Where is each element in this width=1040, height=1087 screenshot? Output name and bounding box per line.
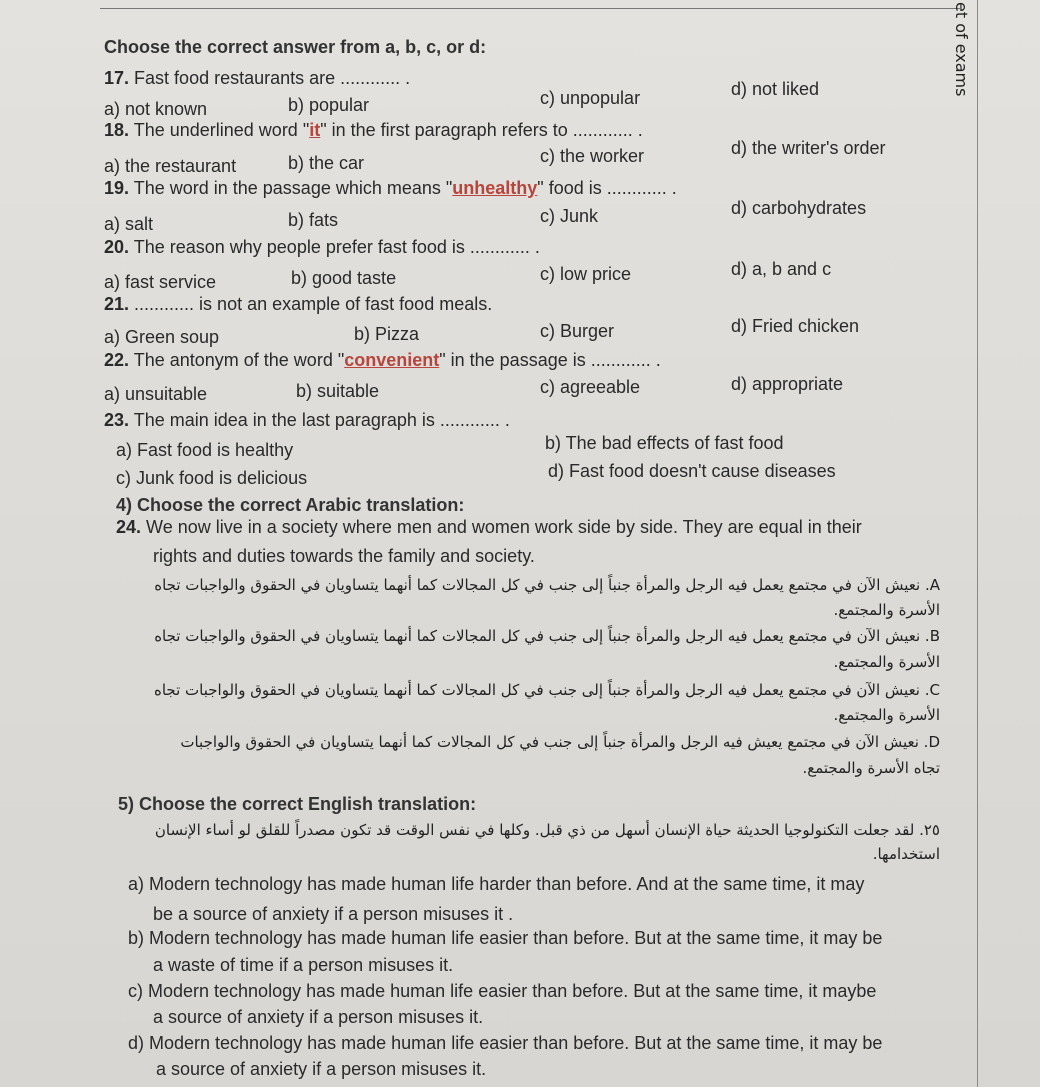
q21-option-a[interactable]: a) Green soup xyxy=(104,327,220,347)
question-19: 19. The word in the passage which means "unhealthy" food is ............ . xyxy=(104,178,677,198)
question-24: 24. We now live in a society where men and women work side by side. They are equal in their xyxy=(116,517,862,537)
q24-option-b[interactable]: B. نعيش الآن في مجتمع يعمل فيه الرجل والمرأة جنباً إلى جنب في كل المجالات كما أنهما يتساويان في الحقوق والواجبات تجاه xyxy=(154,627,940,645)
q19-option-b[interactable]: b) fats xyxy=(288,210,339,230)
q24-option-d-cont: تجاه الأسرة والمجتمع. xyxy=(802,759,940,777)
q23-option-c[interactable]: c) Junk food is delicious xyxy=(116,468,308,488)
side-label: et of exams xyxy=(952,2,971,97)
question-24-line2: rights and duties towards the family and society. xyxy=(153,546,535,566)
question-25-line2: استخدامها. xyxy=(872,845,940,863)
q25-option-a-cont: be a source of anxiety if a person misuses it . xyxy=(153,904,514,924)
q24-option-c[interactable]: C. نعيش الآن في مجتمع يعمل فيه الرجل والمرأة جنباً إلى جنب في كل المجالات كما أنهما يتساويان في الحقوق والواجبات تجاه xyxy=(154,681,940,699)
q17-option-d[interactable]: d) not liked xyxy=(731,79,820,99)
q24-option-b-cont: الأسرة والمجتمع. xyxy=(833,653,940,671)
question-18: 18. The underlined word "it" in the first paragraph refers to ............ . xyxy=(104,120,643,140)
top-rule xyxy=(100,8,960,9)
side-rule xyxy=(977,0,978,1087)
question-21: 21. ............ is not an example of fast food meals. xyxy=(104,294,493,314)
q24-option-a[interactable]: A. نعيش الآن في مجتمع يعمل فيه الرجل والمرأة جنباً إلى جنب في كل المجالات كما أنهما يتساويان في الحقوق والواجبات تجاه xyxy=(154,576,940,594)
question-22: 22. The antonym of the word "convenient" in the passage is ............ . xyxy=(104,350,661,370)
section-5-heading: 5) Choose the correct English translation: xyxy=(118,794,477,814)
question-25: ٢٥. لقد جعلت التكنولوجيا الحديثة حياة الإنسان أسهل من ذي قبل. وكلها في نفس الوقت قد تكون مصدراً للقلق لو أساء الإنسان xyxy=(154,821,940,839)
q22-option-b[interactable]: b) suitable xyxy=(296,381,380,401)
q25-option-c-cont: a source of anxiety if a person misuses it. xyxy=(153,1007,484,1027)
q22-option-c[interactable]: c) agreeable xyxy=(540,377,641,397)
q20-option-c[interactable]: c) low price xyxy=(540,264,632,284)
underlined-word: unhealthy xyxy=(452,178,538,198)
q23-option-b[interactable]: b) The bad effects of fast food xyxy=(545,433,784,453)
q22-option-a[interactable]: a) unsuitable xyxy=(104,384,208,404)
q18-option-d[interactable]: d) the writer's order xyxy=(731,138,886,158)
q22-option-d[interactable]: d) appropriate xyxy=(731,374,844,394)
q18-option-c[interactable]: c) the worker xyxy=(540,146,645,166)
section-heading-choose: Choose the correct answer from a, b, c, or d: xyxy=(104,37,487,57)
q19-option-c[interactable]: c) Junk xyxy=(540,206,599,226)
question-17: 17. Fast food restaurants are ............ . xyxy=(104,68,411,88)
q18-option-b[interactable]: b) the car xyxy=(288,153,365,173)
q19-option-a[interactable]: a) salt xyxy=(104,214,154,234)
q24-option-d[interactable]: D. نعيش الآن في مجتمع يعيش فيه الرجل والمرأة جنباً إلى جنب في كل المجالات كما أنهما يتساويان في الحقوق والواجبات xyxy=(180,733,940,751)
question-23: 23. The main idea in the last paragraph is ............ . xyxy=(104,410,510,430)
underlined-word: convenient xyxy=(344,350,440,370)
q17-option-c[interactable]: c) unpopular xyxy=(540,88,641,108)
q25-option-c[interactable]: c) Modern technology has made human life easier than before. But at the same time, it maybe xyxy=(128,981,877,1001)
q18-option-a[interactable]: a) the restaurant xyxy=(104,156,237,176)
q25-option-d[interactable]: d) Modern technology has made human life easier than before. But at the same time, it may be xyxy=(128,1033,883,1053)
q25-option-b[interactable]: b) Modern technology has made human life easier than before. But at the same time, it may be xyxy=(128,928,883,948)
q20-option-b[interactable]: b) good taste xyxy=(291,268,397,288)
q24-option-a-cont: الأسرة والمجتمع. xyxy=(833,601,940,619)
q21-option-c[interactable]: c) Burger xyxy=(540,321,615,341)
q20-option-a[interactable]: a) fast service xyxy=(104,272,217,292)
question-20: 20. The reason why people prefer fast food is ............ . xyxy=(104,237,540,257)
q21-option-b[interactable]: b) Pizza xyxy=(354,324,420,344)
q20-option-d[interactable]: d) a, b and c xyxy=(731,259,832,279)
q25-option-b-cont: a waste of time if a person misuses it. xyxy=(153,955,454,975)
q25-option-a[interactable]: a) Modern technology has made human life harder than before. And at the same time, it may xyxy=(128,874,865,894)
q19-option-d[interactable]: d) carbohydrates xyxy=(731,198,867,218)
q24-option-c-cont: الأسرة والمجتمع. xyxy=(833,706,940,724)
q17-option-a[interactable]: a) not known xyxy=(104,99,208,119)
q23-option-d[interactable]: d) Fast food doesn't cause diseases xyxy=(548,461,836,481)
q23-option-a[interactable]: a) Fast food is healthy xyxy=(116,440,294,460)
q17-option-b[interactable]: b) popular xyxy=(288,95,370,115)
q25-option-d-cont: a source of anxiety if a person misuses it. xyxy=(156,1059,487,1079)
q21-option-d[interactable]: d) Fried chicken xyxy=(731,316,860,336)
section-4-heading: 4) Choose the correct Arabic translation: xyxy=(116,495,465,515)
underlined-word: it xyxy=(309,120,321,140)
